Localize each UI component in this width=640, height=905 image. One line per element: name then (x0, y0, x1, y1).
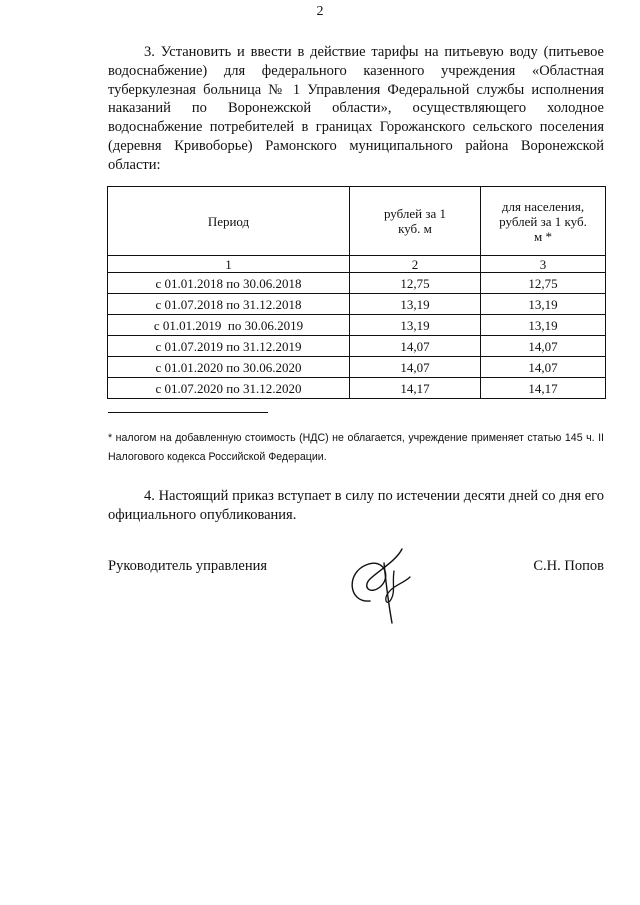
header-population-rate (481, 187, 606, 256)
clause-4-paragraph: 4. Настоящий приказ вступает в силу по истечении десяти дней со дня его официального опубликования. (108, 488, 604, 523)
header-rub-text: рублей за 1 куб. м (383, 206, 447, 236)
period-cell: с 01.01.2019 по 30.06.2019 (108, 315, 350, 336)
rub-cell: 14,07 (350, 336, 481, 357)
table-row (108, 336, 606, 357)
column-number: 1 (108, 256, 350, 273)
rub-cell: 13,19 (350, 294, 481, 315)
population-cell: 14,17 (481, 378, 606, 399)
table-row (108, 378, 606, 399)
header-rub-per-m3 (350, 187, 481, 256)
population-cell: 12,75 (481, 273, 606, 294)
clause-3-paragraph: 3. Установить и ввести в действие тарифы на питьевую воду (питьевое водоснабжение) для федерального казенного учреждения «Областная туберкулезная больница № 1 Управления Федеральной службы исполнения наказаний по Воронежской области», осуществляющего холодное водоснабжение потребителей в границах Горожанского сельского поселения (деревня Кривоборье) Рамонского муниципального района Воронежской области: (108, 44, 604, 173)
population-cell: 14,07 (481, 357, 606, 378)
column-numbering-row (108, 256, 606, 273)
table-header-row (108, 187, 606, 256)
signer-title: Руководитель управления (108, 558, 268, 574)
table-row (108, 273, 606, 294)
population-cell: 13,19 (481, 315, 606, 336)
column-number: 3 (481, 256, 606, 273)
footnote: * налогом на добавленную стоимость (НДС) не облагается, учреждение применяет статью 145 ч. II Налогового кодекса Российской Федерации. (108, 432, 604, 463)
period-cell: с 01.07.2018 по 31.12.2018 (108, 294, 350, 315)
table-row (108, 357, 606, 378)
tariff-table (107, 186, 606, 399)
period-cell: с 01.07.2019 по 31.12.2019 (108, 336, 350, 357)
period-cell: с 01.01.2020 по 30.06.2020 (108, 357, 350, 378)
period-cell: с 01.01.2018 по 30.06.2018 (108, 273, 350, 294)
page-number: 2 (316, 4, 324, 19)
signer-name: С.Н. Попов (533, 558, 604, 574)
table-row (108, 294, 606, 315)
rub-cell: 12,75 (350, 273, 481, 294)
population-cell: 13,19 (481, 294, 606, 315)
header-period: Период (108, 187, 350, 256)
rub-cell: 14,07 (350, 357, 481, 378)
period-cell: с 01.07.2020 по 31.12.2020 (108, 378, 350, 399)
rub-cell: 13,19 (350, 315, 481, 336)
table-row (108, 315, 606, 336)
handwritten-signature (340, 543, 420, 625)
header-population-text: для населения, рублей за 1 куб. м * (499, 198, 587, 244)
population-cell: 14,07 (481, 336, 606, 357)
column-number: 2 (350, 256, 481, 273)
rub-cell: 14,17 (350, 378, 481, 399)
footnote-divider (108, 412, 268, 413)
